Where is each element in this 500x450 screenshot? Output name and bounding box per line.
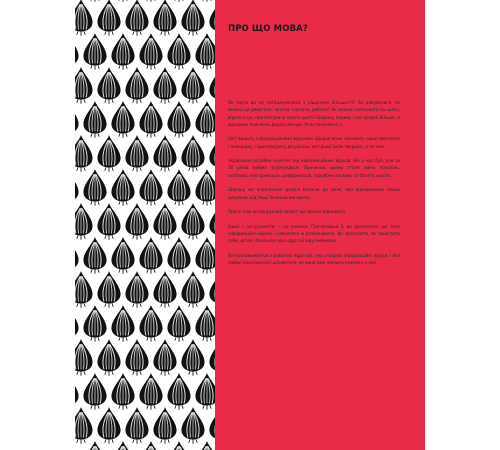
text-panel [215, 0, 425, 450]
onion-stamp [75, 101, 79, 138]
onion-stamp [75, 0, 93, 36]
onion-stamp [111, 305, 134, 342]
onion-stamp [75, 0, 79, 2]
onion-stamp [139, 237, 162, 274]
onion-stamp [125, 203, 148, 240]
onion-stamp [111, 441, 134, 450]
onion-stamp [195, 441, 215, 450]
onion-stamp [181, 407, 204, 444]
onion-stamp [195, 33, 215, 70]
onion-stamp [83, 101, 106, 138]
onion-stamp [153, 339, 176, 376]
onion-stamp [75, 67, 93, 104]
onion-stamp [153, 135, 176, 172]
onion-stamp [97, 339, 120, 376]
onion-stamp [195, 237, 215, 274]
onion-stamp [111, 101, 134, 138]
onion-stamp [111, 373, 134, 410]
paragraph: Українцям потрібен імунітет від інформаційних вірусів. Він у нас був, але за 30 років майже зруйнувався. Причиною цьому стали зміна поколінь, політика, олігархизація, цифровізація, зарубіжні впливи та багато іншого. [228, 159, 400, 179]
onion-stamp [75, 373, 79, 410]
onion-stamp [153, 67, 176, 104]
onion-stamp [195, 305, 215, 342]
onion-stamp [167, 373, 190, 410]
onion-stamp [139, 373, 162, 410]
onion-pattern-artwork [75, 0, 215, 450]
paragraph: Ви познайомитеся з роботою Індустрії, яка створює інформаційні віруси. І без зайвої конспірології дізнаєтеся, як вона вже змінила кожного з нас. [228, 253, 400, 266]
onion-stamp [125, 407, 148, 444]
onion-stamp [83, 169, 106, 206]
onion-stamp [111, 33, 134, 70]
onion-stamp [153, 0, 176, 36]
onion-stamp [167, 101, 190, 138]
onion-pattern-illustration [75, 0, 215, 450]
onion-stamp [181, 203, 204, 240]
onion-stamp [139, 33, 162, 70]
onion-stamp [75, 407, 93, 444]
onion-stamp [167, 169, 190, 206]
onion-stamp [83, 0, 106, 2]
onion-stamp [167, 441, 190, 450]
book-spread [75, 0, 425, 450]
onion-stamp [111, 169, 134, 206]
onion-stamp [75, 271, 93, 308]
onion-stamp [83, 373, 106, 410]
onion-stamp [181, 339, 204, 376]
onion-stamp [75, 203, 93, 240]
onion-stamp [97, 135, 120, 172]
onion-stamp [153, 203, 176, 240]
onion-stamp [75, 237, 79, 274]
onion-stamp [75, 135, 93, 172]
onion-stamp [139, 0, 162, 2]
body-text [228, 100, 400, 274]
onion-stamp [97, 0, 120, 36]
onion-stamp [181, 135, 204, 172]
onion-stamp [125, 135, 148, 172]
onion-stamp [167, 305, 190, 342]
onion-stamp [83, 33, 106, 70]
onion-stamp [111, 237, 134, 274]
onion-stamp [97, 67, 120, 104]
onion-stamp [75, 305, 79, 342]
onion-stamp [195, 373, 215, 410]
onion-stamp [139, 305, 162, 342]
onion-stamp [97, 407, 120, 444]
paragraph: Проте наш антивірусний захист ще можна відновити. [228, 210, 347, 216]
onion-stamp [75, 339, 93, 376]
onion-stamp [139, 441, 162, 450]
onion-stamp [153, 271, 176, 308]
onion-stamp [75, 33, 79, 70]
onion-stamp [139, 101, 162, 138]
onion-stamp [195, 0, 215, 2]
onion-stamp [111, 0, 134, 2]
page-title: ПРО ЩО МОВА? [228, 24, 308, 34]
onion-stamp [181, 0, 204, 36]
paragraph: Один з інструментів — ця книжка. Прочитавши її, ви дізнаєтеся, що таке інформаційні віруси і навчитеся їх розпізнавати. Ви зрозумієте, як захистити себе, дітей і близьких від індустрії вірусмейкерів. [228, 224, 400, 245]
onion-stamp [97, 203, 120, 240]
onion-stamp [97, 271, 120, 308]
onion-stamp [167, 33, 190, 70]
onion-stamp [83, 237, 106, 274]
onion-stamp [125, 0, 148, 36]
onion-stamp [167, 237, 190, 274]
paragraph: Шороку ми опиняємося дедалі ближче до межі, яка відокремлює Націю розумних від Нації безвольних овочів. [228, 188, 400, 201]
onion-stamp [83, 441, 106, 450]
onion-stamp [195, 101, 215, 138]
onion-stamp [195, 169, 215, 206]
onion-stamp [125, 67, 148, 104]
onion-stamp [125, 271, 148, 308]
onion-stamp [83, 305, 106, 342]
onion-stamp [75, 169, 79, 206]
paragraph: Як часто ви не погоджувалися з рішенням більшості? Чи дивувалися, як можна це дивитися, читати, слухати, робити? Як можна голосувати за нього, вірити в це, протестувати проти цього? Шороку подиву стає дедалі більше, а виразних пояснень дедалі менше. Утім пояснення є. [228, 101, 400, 128]
onion-stamp [125, 339, 148, 376]
onion-stamp [181, 271, 204, 308]
paragraph: Світ вишить інформаційними вірусами. Щодня вони змінюють наше мислення і поведінку, підштовхують до рішень, вигідних їхнім творцям, а не нам. [228, 137, 400, 150]
onion-stamp [181, 67, 204, 104]
onion-stamp [167, 0, 190, 2]
onion-stamp [139, 169, 162, 206]
onion-stamp [153, 407, 176, 444]
